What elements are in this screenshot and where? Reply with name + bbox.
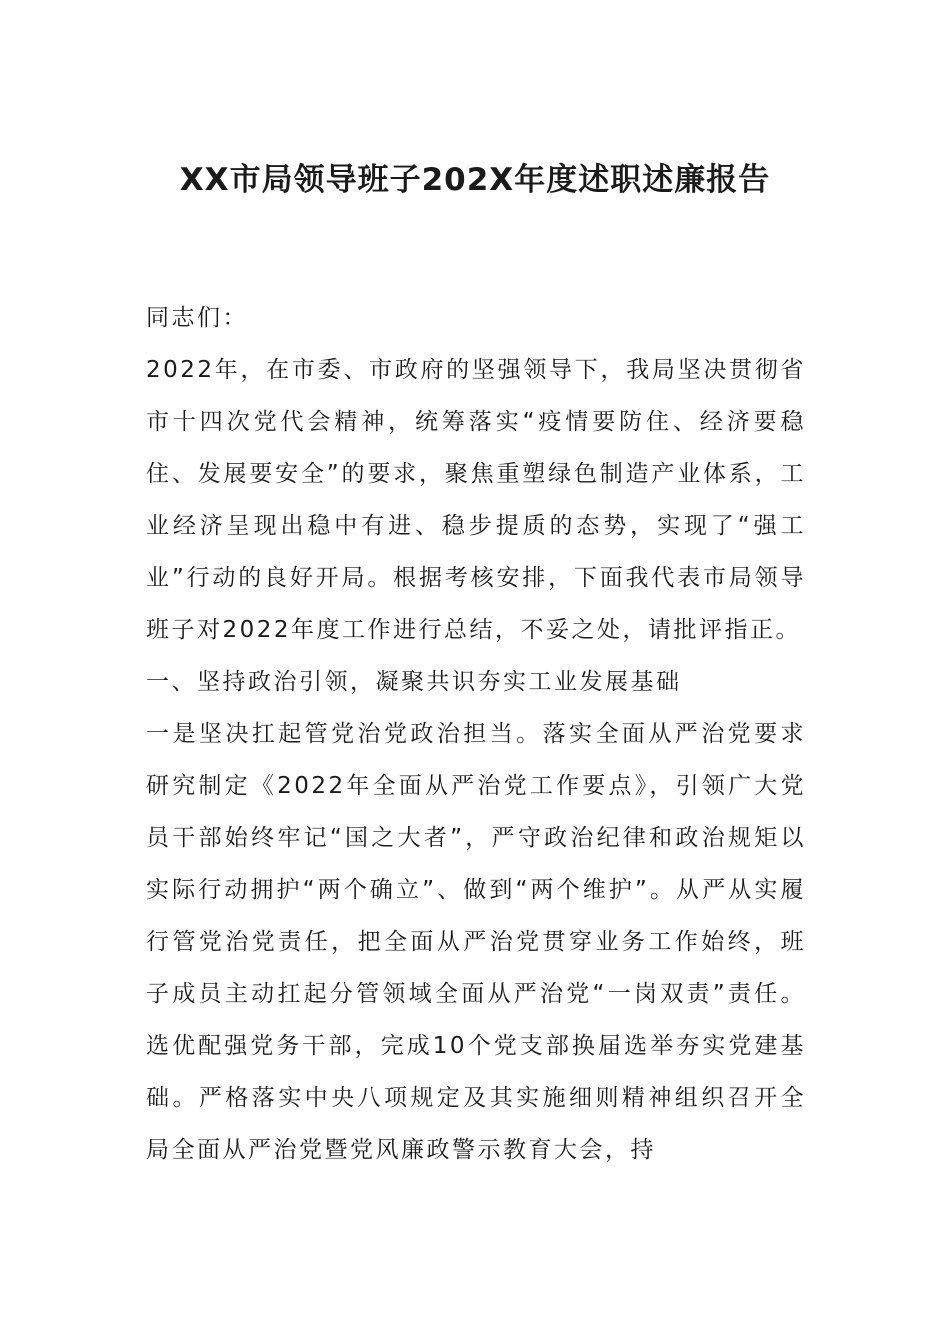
salutation: 同志们： — [146, 305, 248, 331]
section-heading-1: 一、坚持政治引领，凝聚共识夯实工业发展基础 — [146, 669, 682, 695]
document-title: XX市局领导班子202X年度述职述廉报告 — [179, 162, 771, 198]
paragraph-section-1: 一是坚决扛起管党治党政治担当。落实全面从严治党要求研究制定《2022年全面从严治党工作要点》，引领广大党员干部始终牢记“国之大者”，严守政治纪律和政治规矩以实际行动拥护“两个确立”、做到“两个维护”。从严从实履行管党治党责任，把全面从严治党贯穿业务工作始终，班子成员主动扛起分管领域全面从严治党“一岗双责”责任。选优配强党务干部，完成10个党支部换届选举夯实党建基础。严格落实中央八项规定及其实施细则精神组织召开全局全面从严治党暨党风廉政警示教育大会，持 — [146, 721, 806, 1163]
document-body — [146, 292, 806, 1176]
paragraph-intro: 2022年，在市委、市政府的坚强领导下，我局坚决贯彻省市十四次党代会精神，统筹落实“疫情要防住、经济要稳住、发展要安全”的要求，聚焦重塑绿色制造产业体系，工业经济呈现出稳中有进、稳步提质的态势，实现了“强工业”行动的良好开局。根据考核安排，下面我代表市局领导班子对2022年度工作进行总结，不妥之处，请批评指正。 — [146, 357, 806, 643]
